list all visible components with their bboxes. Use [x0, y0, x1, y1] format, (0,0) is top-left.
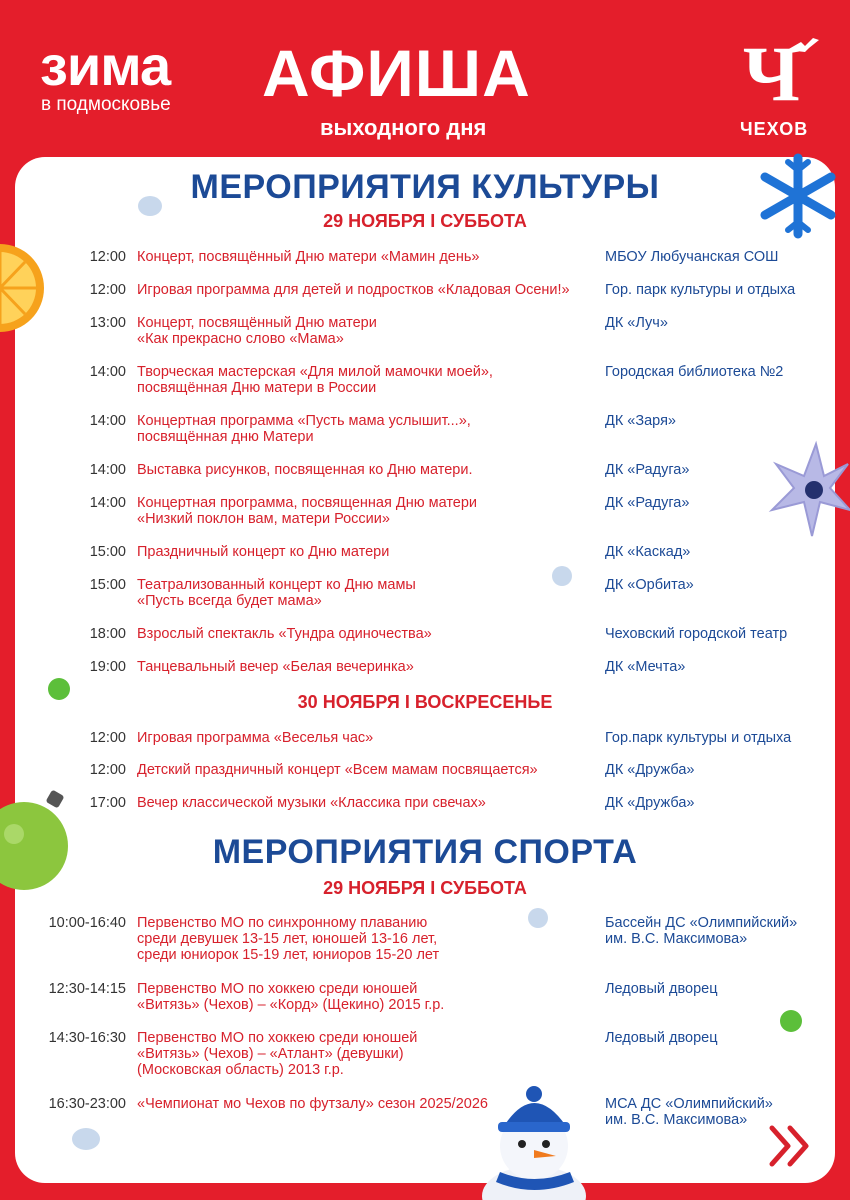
event-title: Игровая программа для детей и подростков «Кладовая Осени!»: [137, 282, 570, 298]
event-title: Взрослый спектакль «Тундра одиночества»: [137, 626, 432, 642]
event-title: Концертная программа, посвященная Дню матери «Низкий поклон вам, матери России»: [137, 495, 478, 527]
event-title: Первенство МО по синхронному плаванию среди девушек 13-15 лет, юношей 13-16 лет, среди юниорок 15-19 лет, юниоров 15-20 лет: [137, 915, 440, 963]
event-time: 14:00: [89, 462, 126, 478]
event-time: 12:00: [89, 249, 126, 265]
event-title: Вечер классической музыки «Классика при свечах»: [137, 795, 486, 811]
event-title: Творческая мастерская «Для милой мамочки моей», посвящённая Дню матери в России: [137, 364, 493, 396]
sport-section-title: МЕРОПРИЯТИЯ СПОРТА: [212, 833, 638, 871]
event-time: 12:00: [89, 282, 126, 298]
event-time: 14:00: [89, 364, 126, 380]
event-venue: Бассейн ДС «Олимпийский» им. В.С. Максимова»: [605, 915, 798, 947]
event-title: Танцевальный вечер «Белая вечеринка»: [137, 659, 414, 675]
chekhov-logo-icon: [735, 36, 821, 106]
event-title: Концертная программа «Пусть мама услышит...», посвящённая дню Матери: [137, 413, 471, 445]
decor-dot: [780, 1010, 802, 1032]
afisha-title: АФИША: [262, 36, 531, 110]
event-venue: ДК «Радуга»: [605, 495, 690, 511]
orange-slice-icon: [0, 238, 52, 338]
event-time: 10:00-16:40: [48, 915, 126, 931]
event-time: 14:00: [89, 495, 126, 511]
zima-logo-title: зима: [40, 34, 171, 97]
sport-day1-date: 29 НОЯБРЯ I СУББОТА: [323, 878, 527, 898]
event-venue: ДК «Радуга»: [605, 462, 690, 478]
event-time: 14:00: [89, 413, 126, 429]
event-title: Первенство МО по хоккею среди юношей «Витязь» (Чехов) – «Атлант» (девушки) (Московская область) 2013 г.р.: [137, 1030, 418, 1078]
event-time: 13:00: [89, 315, 126, 331]
event-venue: ДК «Мечта»: [605, 659, 686, 675]
event-venue: ДК «Заря»: [605, 413, 676, 429]
culture-section-title: МЕРОПРИЯТИЯ КУЛЬТУРЫ: [190, 168, 660, 206]
event-venue: Гор. парк культуры и отдыха: [605, 282, 796, 298]
event-time: 17:00: [89, 795, 126, 811]
event-time: 12:30-14:15: [48, 981, 126, 997]
chekhov-logo-letter: Ч: [743, 36, 801, 106]
event-title: Детский праздничный концерт «Всем мамам посвящается»: [137, 762, 538, 778]
zima-logo-subtitle: в подмосковье: [41, 94, 171, 115]
event-venue: МСА ДС «Олимпийский» им. В.С. Максимова»: [605, 1096, 773, 1128]
culture-day2-date: 30 НОЯБРЯ I ВОСКРЕСЕНЬЕ: [297, 692, 553, 712]
event-venue: Чеховский городской театр: [605, 626, 788, 642]
event-title: Концерт, посвящённый Дню матери «Мамин день»: [137, 249, 480, 265]
event-title: Концерт, посвящённый Дню матери «Как прекрасно слово «Мама»: [137, 315, 377, 347]
event-time: 12:00: [89, 762, 126, 778]
event-title: Выставка рисунков, посвященная ко Дню матери.: [137, 462, 473, 478]
event-venue: Гор.парк культуры и отдыха: [605, 730, 792, 746]
event-time: 15:00: [89, 577, 126, 593]
culture-day1-date: 29 НОЯБРЯ I СУББОТА: [323, 211, 527, 231]
star-ornament-icon: [764, 440, 850, 540]
event-time: 19:00: [89, 659, 126, 675]
event-venue: МБОУ Любучанская СОШ: [605, 249, 779, 265]
city-name: ЧЕХОВ: [740, 119, 809, 139]
event-title: Праздничный концерт ко Дню матери: [137, 544, 390, 560]
next-page-arrow-icon[interactable]: [766, 1124, 816, 1168]
event-venue: ДК «Дружба»: [605, 762, 695, 778]
event-time: 12:00: [89, 730, 126, 746]
event-time: 16:30-23:00: [48, 1096, 126, 1112]
event-venue: ДК «Каскад»: [605, 544, 691, 560]
event-time: 18:00: [89, 626, 126, 642]
event-title: Первенство МО по хоккею среди юношей «Витязь» (Чехов) – «Корд» (Щекино) 2015 г.р.: [137, 981, 445, 1013]
event-title: Игровая программа «Веселья час»: [137, 730, 374, 746]
event-time: 15:00: [89, 544, 126, 560]
event-venue: ДК «Луч»: [605, 315, 668, 331]
afisha-subtitle: выходного дня: [320, 115, 487, 140]
decor-dot: [72, 1128, 100, 1150]
event-venue: Ледовый дворец: [605, 981, 718, 997]
event-title: Театрализованный концерт ко Дню мамы «Пусть всегда будет мама»: [137, 577, 416, 609]
event-venue: ДК «Дружба»: [605, 795, 695, 811]
event-time: 14:30-16:30: [48, 1030, 126, 1046]
event-venue: ДК «Орбита»: [605, 577, 694, 593]
event-title: «Чемпионат мо Чехов по футзалу» сезон 2025/2026: [137, 1096, 488, 1112]
event-venue: Городская библиотека №2: [605, 364, 784, 380]
event-venue: Ледовый дворец: [605, 1030, 718, 1046]
